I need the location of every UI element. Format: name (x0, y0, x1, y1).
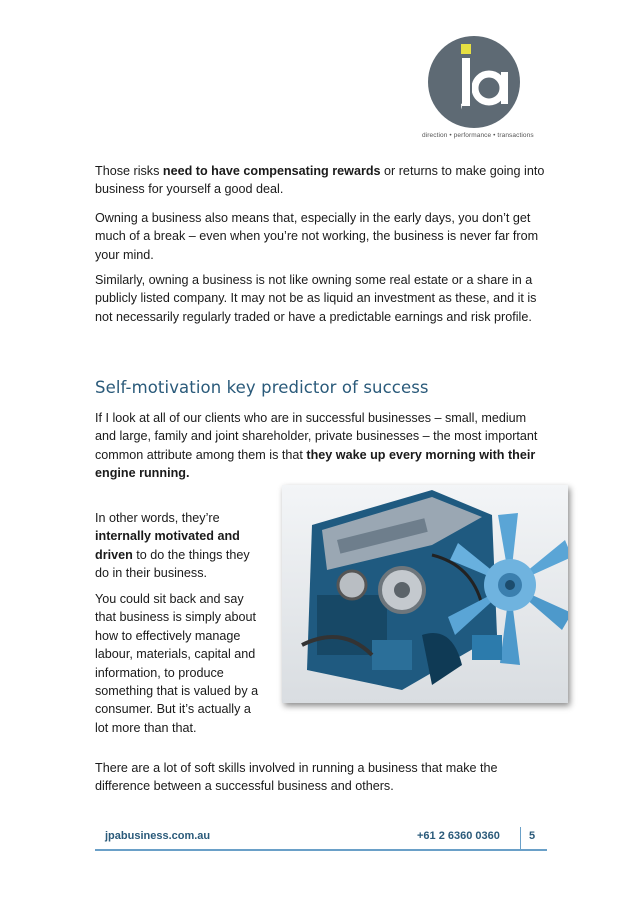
intro-bold: they wake up every morning with their engine running. (95, 447, 536, 481)
p3-text: Similarly, owning a business is not like owning some real estate or a share in a publicly listed company. It may not be as liquid an investment as these, and it is not necessarily regularly traded or have a predictable earnings and risk profile. (95, 273, 537, 324)
logo-circle (428, 36, 520, 128)
p1-bold: need to have compensating rewards (162, 164, 381, 178)
page-footer (95, 827, 547, 851)
paragraph-owning-business (95, 209, 545, 264)
p5-text-a: In other words, they’re (95, 511, 220, 525)
p5-bold: internally motivated and driven (95, 529, 240, 562)
footer-website[interactable]: jpabusiness.com.au (105, 830, 211, 842)
paragraph-sit-back (95, 590, 263, 737)
paragraph-internally-motivated (95, 509, 263, 583)
p7-text: There are a lot of soft skills involved in running a business that make the difference between a successful business and others. (95, 761, 498, 794)
company-logo (422, 36, 532, 146)
engine-illustration (282, 485, 568, 703)
footer-phone: +61 2 6360 0360 (417, 830, 500, 842)
p2-text: Owning a business also means that, especially in the early days, you don’t get much of a break – even when you’re not working, the business is never far from your mind. (95, 211, 539, 262)
p6-text: You could sit back and say that business is simply about how to effectively manage labour, materials, capital and information, to produce something that is valued by a consumer. But it’s actually a lot more than that. (95, 592, 259, 735)
paragraph-real-estate (95, 271, 545, 326)
intro-text: If I look at all of our clients who are in successful businesses – small, medium and large, family and joint shareholder, private businesses – the most important common attribute among them is that (95, 411, 538, 462)
page-number: 5 (529, 830, 536, 842)
p1-text-c: or returns to make going into business for yourself a good deal. (95, 164, 545, 197)
logo-letter-a (472, 64, 512, 112)
p5-text-c: to do the things they do in their business. (95, 547, 250, 581)
p1-text-a: Those risks (95, 164, 163, 178)
logo-tagline: direction • performance • transactions (422, 132, 534, 139)
paragraph-compensating-rewards (95, 162, 545, 199)
section-heading: Self-motivation key predictor of success (95, 378, 429, 397)
engine-photo (282, 485, 568, 703)
paragraph-soft-skills (95, 759, 545, 796)
footer-separator (520, 827, 521, 849)
paragraph-successful-clients (95, 409, 545, 483)
logo-letter-j (461, 44, 471, 114)
